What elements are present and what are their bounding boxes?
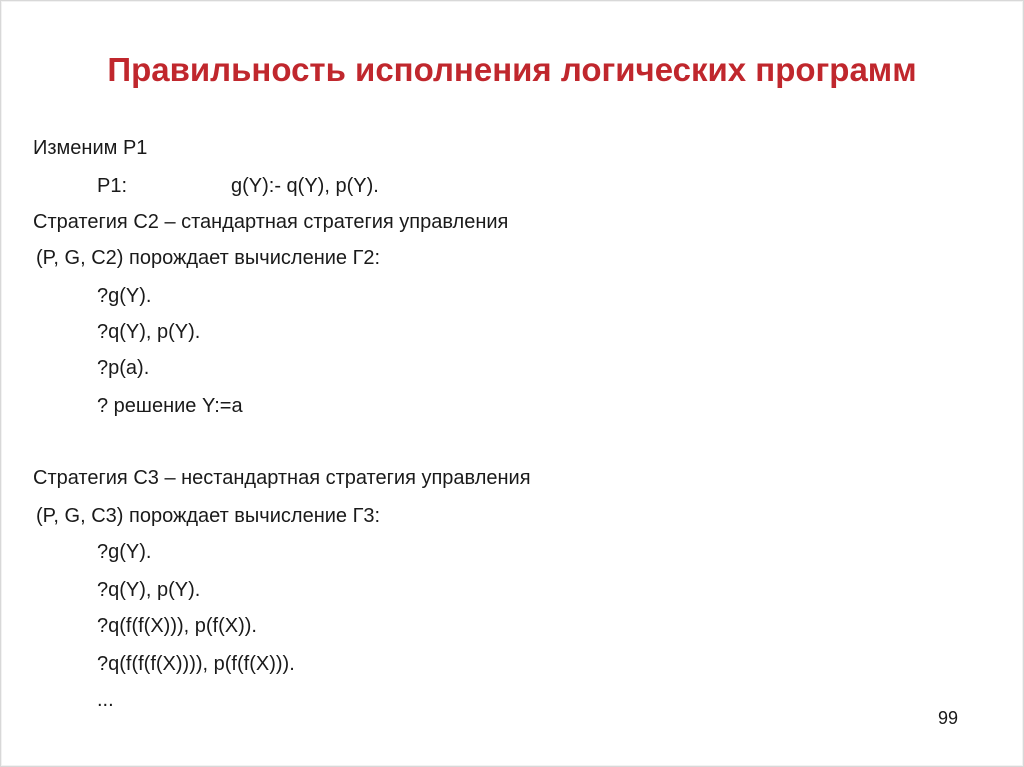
text-line-computation-g2: (P, G, C2) порождает вычисление Г2: xyxy=(36,247,381,269)
text-line-g2-step-2: ?q(Y), p(Y). xyxy=(97,321,201,343)
text-line-ellipsis: ... xyxy=(97,689,114,711)
text-line-strategy-c3: Стратегия С3 – нестандартная стратегия управления xyxy=(33,467,531,489)
page-number: 99 xyxy=(938,708,959,728)
text-line-strategy-c2: Стратегия С2 – стандартная стратегия управления xyxy=(33,211,509,233)
text-line-g3-step-3: ?q(f(f(X))), p(f(X)). xyxy=(97,615,257,637)
text-line-change-p1: Изменим P1 xyxy=(33,137,148,159)
text-line-g2-step-1: ?g(Y). xyxy=(97,285,152,307)
text-line-g3-step-2: ?q(Y), p(Y). xyxy=(97,579,201,601)
slide-title: Правильность исполнения логических программ xyxy=(107,51,917,88)
text-line-p1-rule: g(Y):- q(Y), p(Y). xyxy=(231,175,379,197)
text-line-computation-g3: (P, G, C3) порождает вычисление Г3: xyxy=(36,505,381,527)
text-line-g2-solution: ? решение Y:=a xyxy=(97,395,243,417)
text-line-g2-step-3: ?p(a). xyxy=(97,357,150,379)
text-line-p1-label: P1: xyxy=(97,175,128,197)
text-line-g3-step-1: ?g(Y). xyxy=(97,541,152,563)
text-line-g3-step-4: ?q(f(f(f(X)))), p(f(f(X))). xyxy=(97,653,295,675)
